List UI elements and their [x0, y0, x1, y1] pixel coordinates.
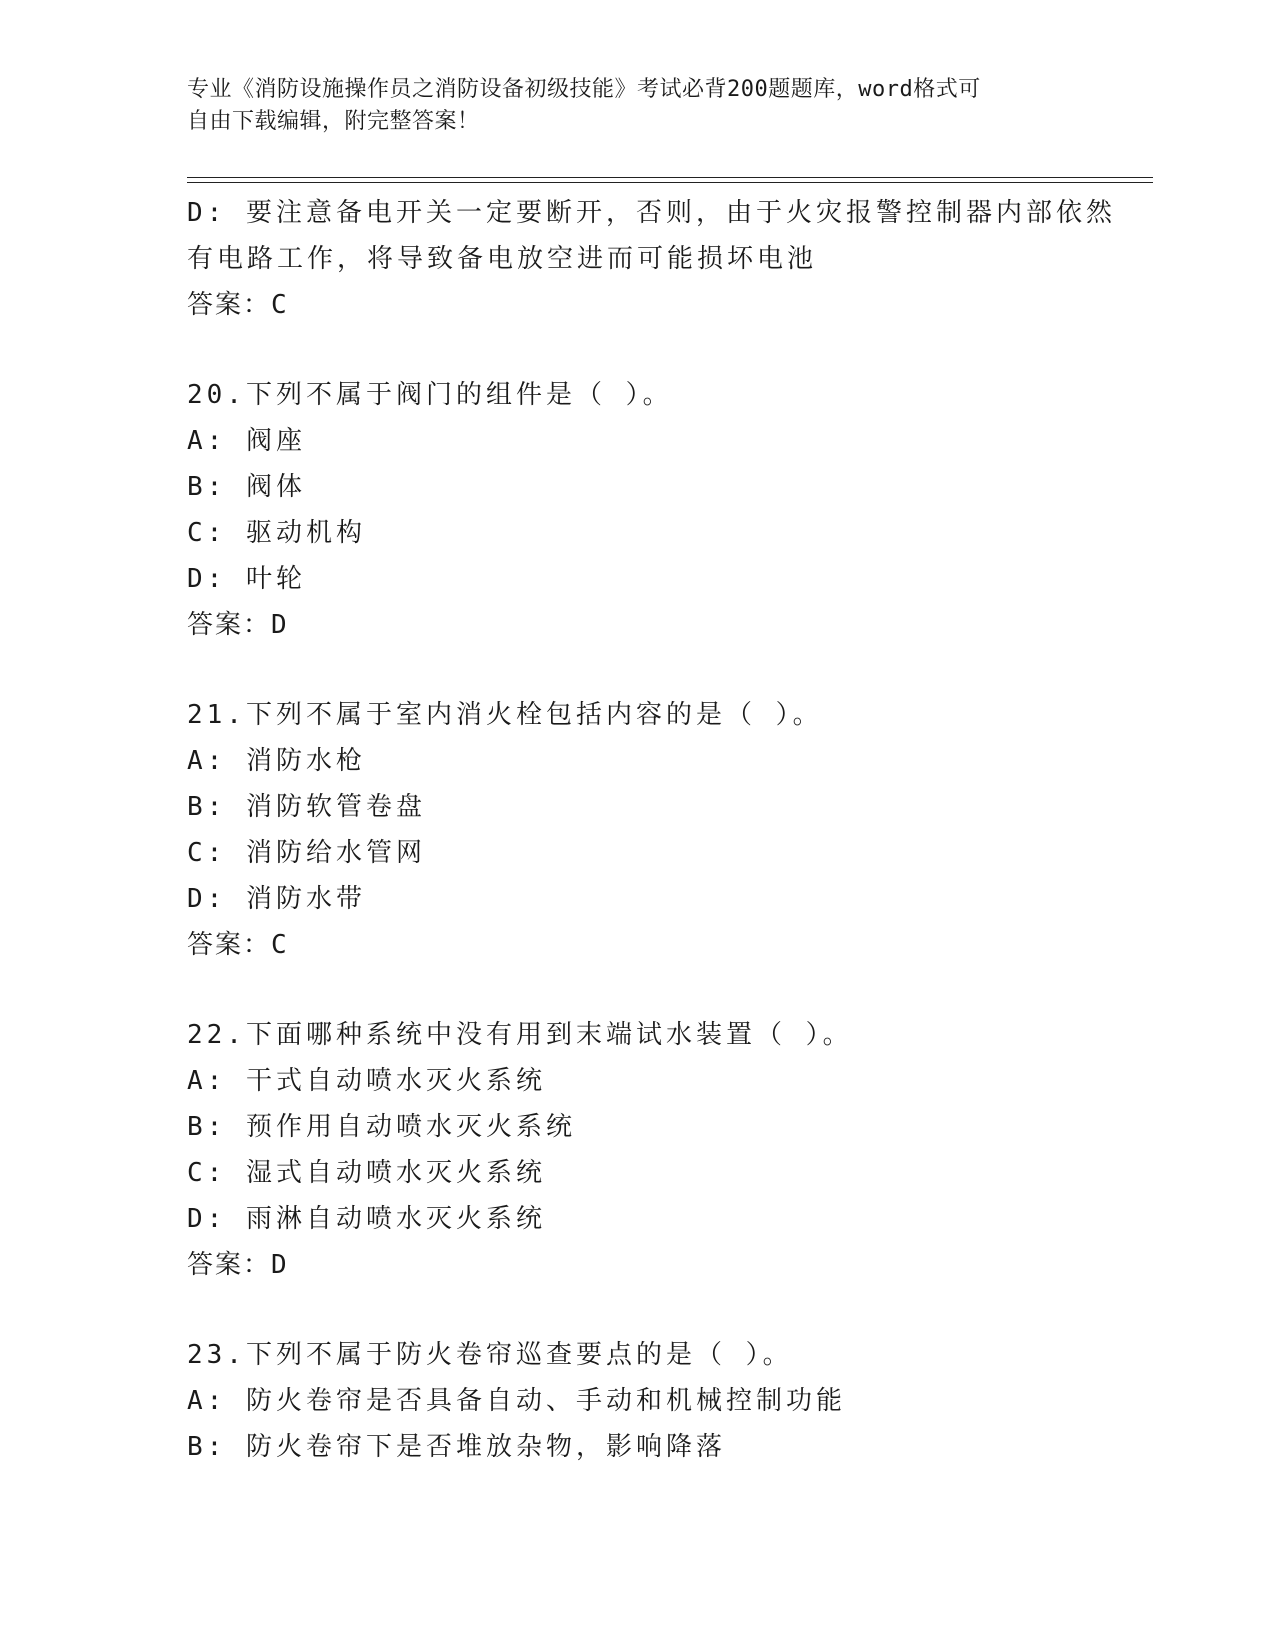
option-d: D: 雨淋自动喷水灭火系统: [187, 1204, 546, 1234]
option-c: C: 消防给水管网: [187, 838, 426, 868]
question-block-23: [187, 1332, 1087, 1470]
option-b: B: 防火卷帘下是否堆放杂物，影响降落: [187, 1432, 726, 1462]
answer-line: 答案：D: [187, 1250, 289, 1280]
option-d-continued: 有电路工作，将导致备电放空进而可能损坏电池: [187, 244, 818, 274]
option-a: A: 防火卷帘是否具备自动、手动和机械控制功能: [187, 1386, 846, 1416]
header-title-line-1: 专业《消防设施操作员之消防设备初级技能》考试必背200题题库，word格式可: [187, 77, 981, 102]
option-a: A: 消防水枪: [187, 746, 366, 776]
option-d: D: 要注意备电开关一定要断开，否则，由于火灾报警控制器内部依然: [187, 198, 1116, 228]
option-c: C: 驱动机构: [187, 518, 366, 548]
header-title-line-2: 自由下载编辑，附完整答案！: [187, 109, 480, 134]
answer-line: 答案：D: [187, 610, 289, 640]
question-stem: 20.下列不属于阀门的组件是（ ）。: [187, 380, 673, 410]
question-block-20: [187, 372, 1087, 648]
option-b: B: 预作用自动喷水灭火系统: [187, 1112, 576, 1142]
option-a: A: 干式自动喷水灭火系统: [187, 1066, 546, 1096]
option-a: A: 阀座: [187, 426, 306, 456]
answer-line: 答案：C: [187, 290, 289, 320]
continued-question-block: [187, 190, 1116, 328]
option-d: D: 消防水带: [187, 884, 366, 914]
header-divider-bottom: [187, 182, 1153, 183]
option-d: D: 叶轮: [187, 564, 306, 594]
question-stem: 23.下列不属于防火卷帘巡查要点的是（ ）。: [187, 1340, 793, 1370]
option-b: B: 消防软管卷盘: [187, 792, 426, 822]
question-content: [187, 190, 1116, 1470]
option-b: B: 阀体: [187, 472, 306, 502]
question-block-22: [187, 1012, 1087, 1288]
option-c: C: 湿式自动喷水灭火系统: [187, 1158, 546, 1188]
question-block-21: [187, 692, 1087, 968]
question-stem: 22.下面哪种系统中没有用到末端试水装置（ ）。: [187, 1020, 853, 1050]
question-stem: 21.下列不属于室内消火栓包括内容的是（ ）。: [187, 700, 823, 730]
answer-line: 答案：C: [187, 930, 289, 960]
header-divider-top: [187, 177, 1153, 178]
document-header: [187, 74, 1067, 138]
